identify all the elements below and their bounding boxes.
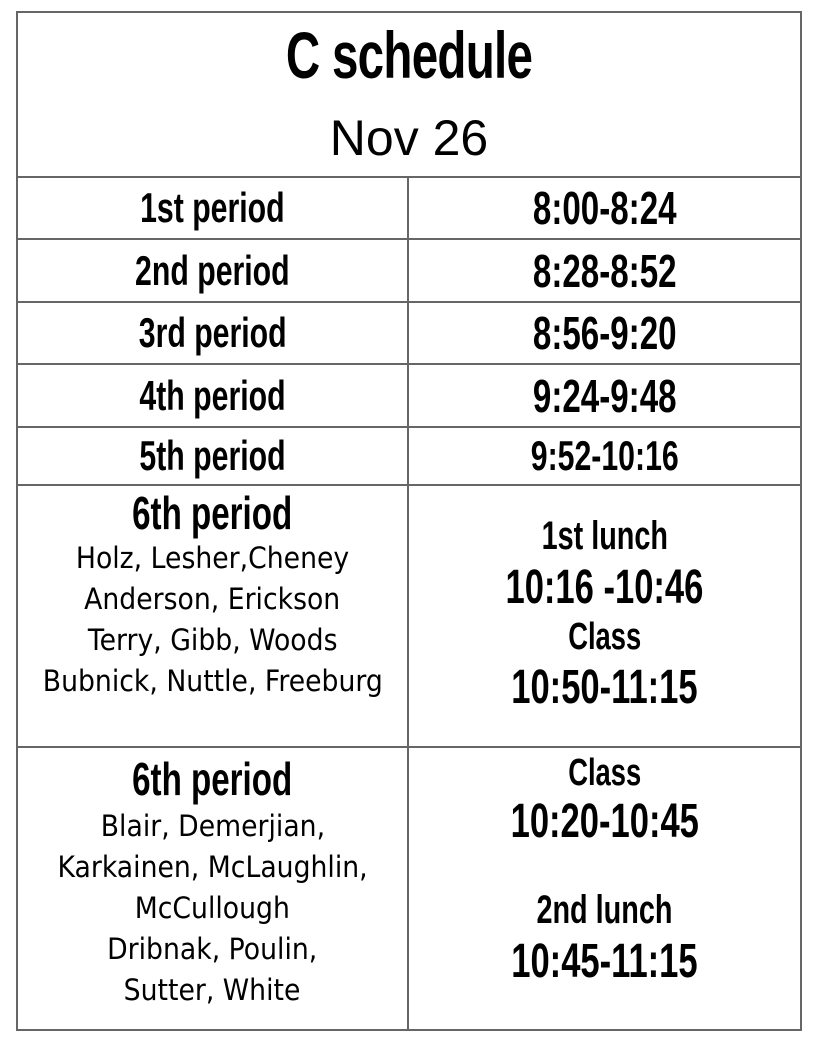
teacher-names-line: Anderson, Erickson [84,582,341,616]
sixth-period-first-lunch-row [18,484,800,746]
class-label: Class [567,752,642,794]
period-row-1 [18,176,800,238]
period-time: 9:52-10:16 [530,432,679,479]
teacher-names-line: Sutter, White [124,973,301,1007]
teacher-names-line: Holz, Lesher,Cheney [75,541,350,575]
teacher-names [44,806,381,1011]
period-time-cell [409,240,800,301]
period-label-cell [18,303,409,363]
class-label: Class [567,616,642,658]
period-label: 6th period [132,487,293,539]
teacher-names-line: Bubnick, Nuttle, Freeburg [42,664,383,698]
period-time-cell [409,428,800,484]
class-time: 10:20-10:45 [510,795,699,848]
period-label: 3rd period [138,309,287,356]
period-time: 9:24-9:48 [532,369,677,422]
teacher-names-line: Dribnak, Poulin, [107,932,318,966]
period-label: 4th period [139,371,286,419]
period-label: 6th period [132,753,293,805]
sixth-period-second-lunch-row [18,746,800,1031]
lunch-time: 10:45-11:15 [511,935,698,988]
teacher-names-line: Karkainen, McLaughlin, [57,850,368,884]
lunch-time: 10:16 -10:46 [505,561,704,614]
period-time: 8:56-9:20 [532,307,677,359]
period-time-cell [409,303,800,363]
teacher-names-line: Terry, Gibb, Woods [87,623,338,657]
lunch-label: 1st lunch [541,514,668,558]
period-label: 1st period [140,184,285,231]
sixth-period-b-cell [18,748,409,1031]
period-label-cell [18,365,409,426]
period-time-cell [409,365,800,426]
page-title [18,17,800,93]
period-time-cell [409,178,800,238]
sixth-period-a-times [409,486,800,746]
class-time: 10:50-11:15 [511,661,698,714]
period-row-3 [18,301,800,363]
lunch-label: 2nd lunch [536,888,673,932]
period-label-cell [18,240,409,301]
period-time: 8:28-8:52 [532,244,677,297]
teacher-names [28,538,398,702]
period-time: 8:00-8:24 [532,182,677,234]
schedule-header [18,13,800,176]
sixth-period-a-cell [18,486,409,746]
period-label-cell [18,178,409,238]
schedule-table [16,11,802,1031]
period-row-5 [18,426,800,484]
teacher-names-line: Blair, Demerjian, [100,809,325,843]
period-label-cell [18,428,409,484]
period-row-4 [18,363,800,426]
period-label: 2nd period [135,246,290,294]
period-row-2 [18,238,800,301]
schedule-date: Nov 26 [329,110,489,166]
sixth-period-b-times [409,748,800,1031]
period-label: 5th period [139,432,286,479]
title-text: C schedule [285,18,533,92]
teacher-names-line: McCullough [134,891,291,925]
